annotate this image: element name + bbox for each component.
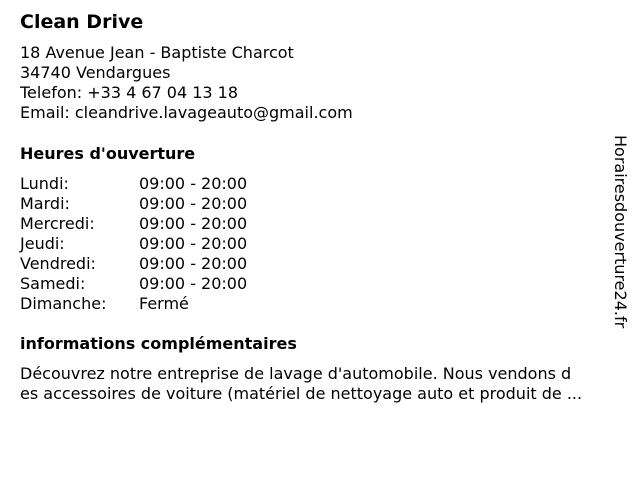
day-label: Samedi: [20, 274, 86, 293]
info-heading: informations complémentaires [20, 334, 297, 353]
address-block [20, 43, 353, 123]
email-address: Email: cleandrive.lavageauto@gmail.com [20, 103, 353, 122]
day-label: Mercredi: [20, 214, 95, 233]
site-watermark: Horairesdouverture24.fr [611, 135, 630, 329]
time-value: 09:00 - 20:00 [139, 234, 248, 253]
phone-number: Telefon: +33 4 67 04 13 18 [20, 83, 239, 102]
day-label: Jeudi: [20, 234, 65, 253]
address-city: 34740 Vendargues [20, 63, 171, 82]
time-value: Fermé [139, 294, 189, 313]
info-line: Découvrez notre entreprise de lavage d'automobile. Nous vendons d [20, 364, 572, 383]
day-label: Lundi: [20, 174, 69, 193]
day-label: Mardi: [20, 194, 70, 213]
time-value: 09:00 - 20:00 [139, 194, 248, 213]
time-value: 09:00 - 20:00 [139, 274, 248, 293]
hours-heading: Heures d'ouverture [20, 144, 196, 163]
day-label: Vendredi: [20, 254, 96, 273]
info-description [20, 364, 620, 404]
time-value: 09:00 - 20:00 [139, 214, 248, 233]
time-value: 09:00 - 20:00 [139, 174, 248, 193]
info-line: es accessoires de voiture (matériel de nettoyage auto et produit de ... [20, 384, 583, 403]
day-label: Dimanche: [20, 294, 107, 313]
address-street: 18 Avenue Jean - Baptiste Charcot [20, 43, 294, 62]
time-value: 09:00 - 20:00 [139, 254, 248, 273]
business-name: Clean Drive [20, 11, 144, 33]
